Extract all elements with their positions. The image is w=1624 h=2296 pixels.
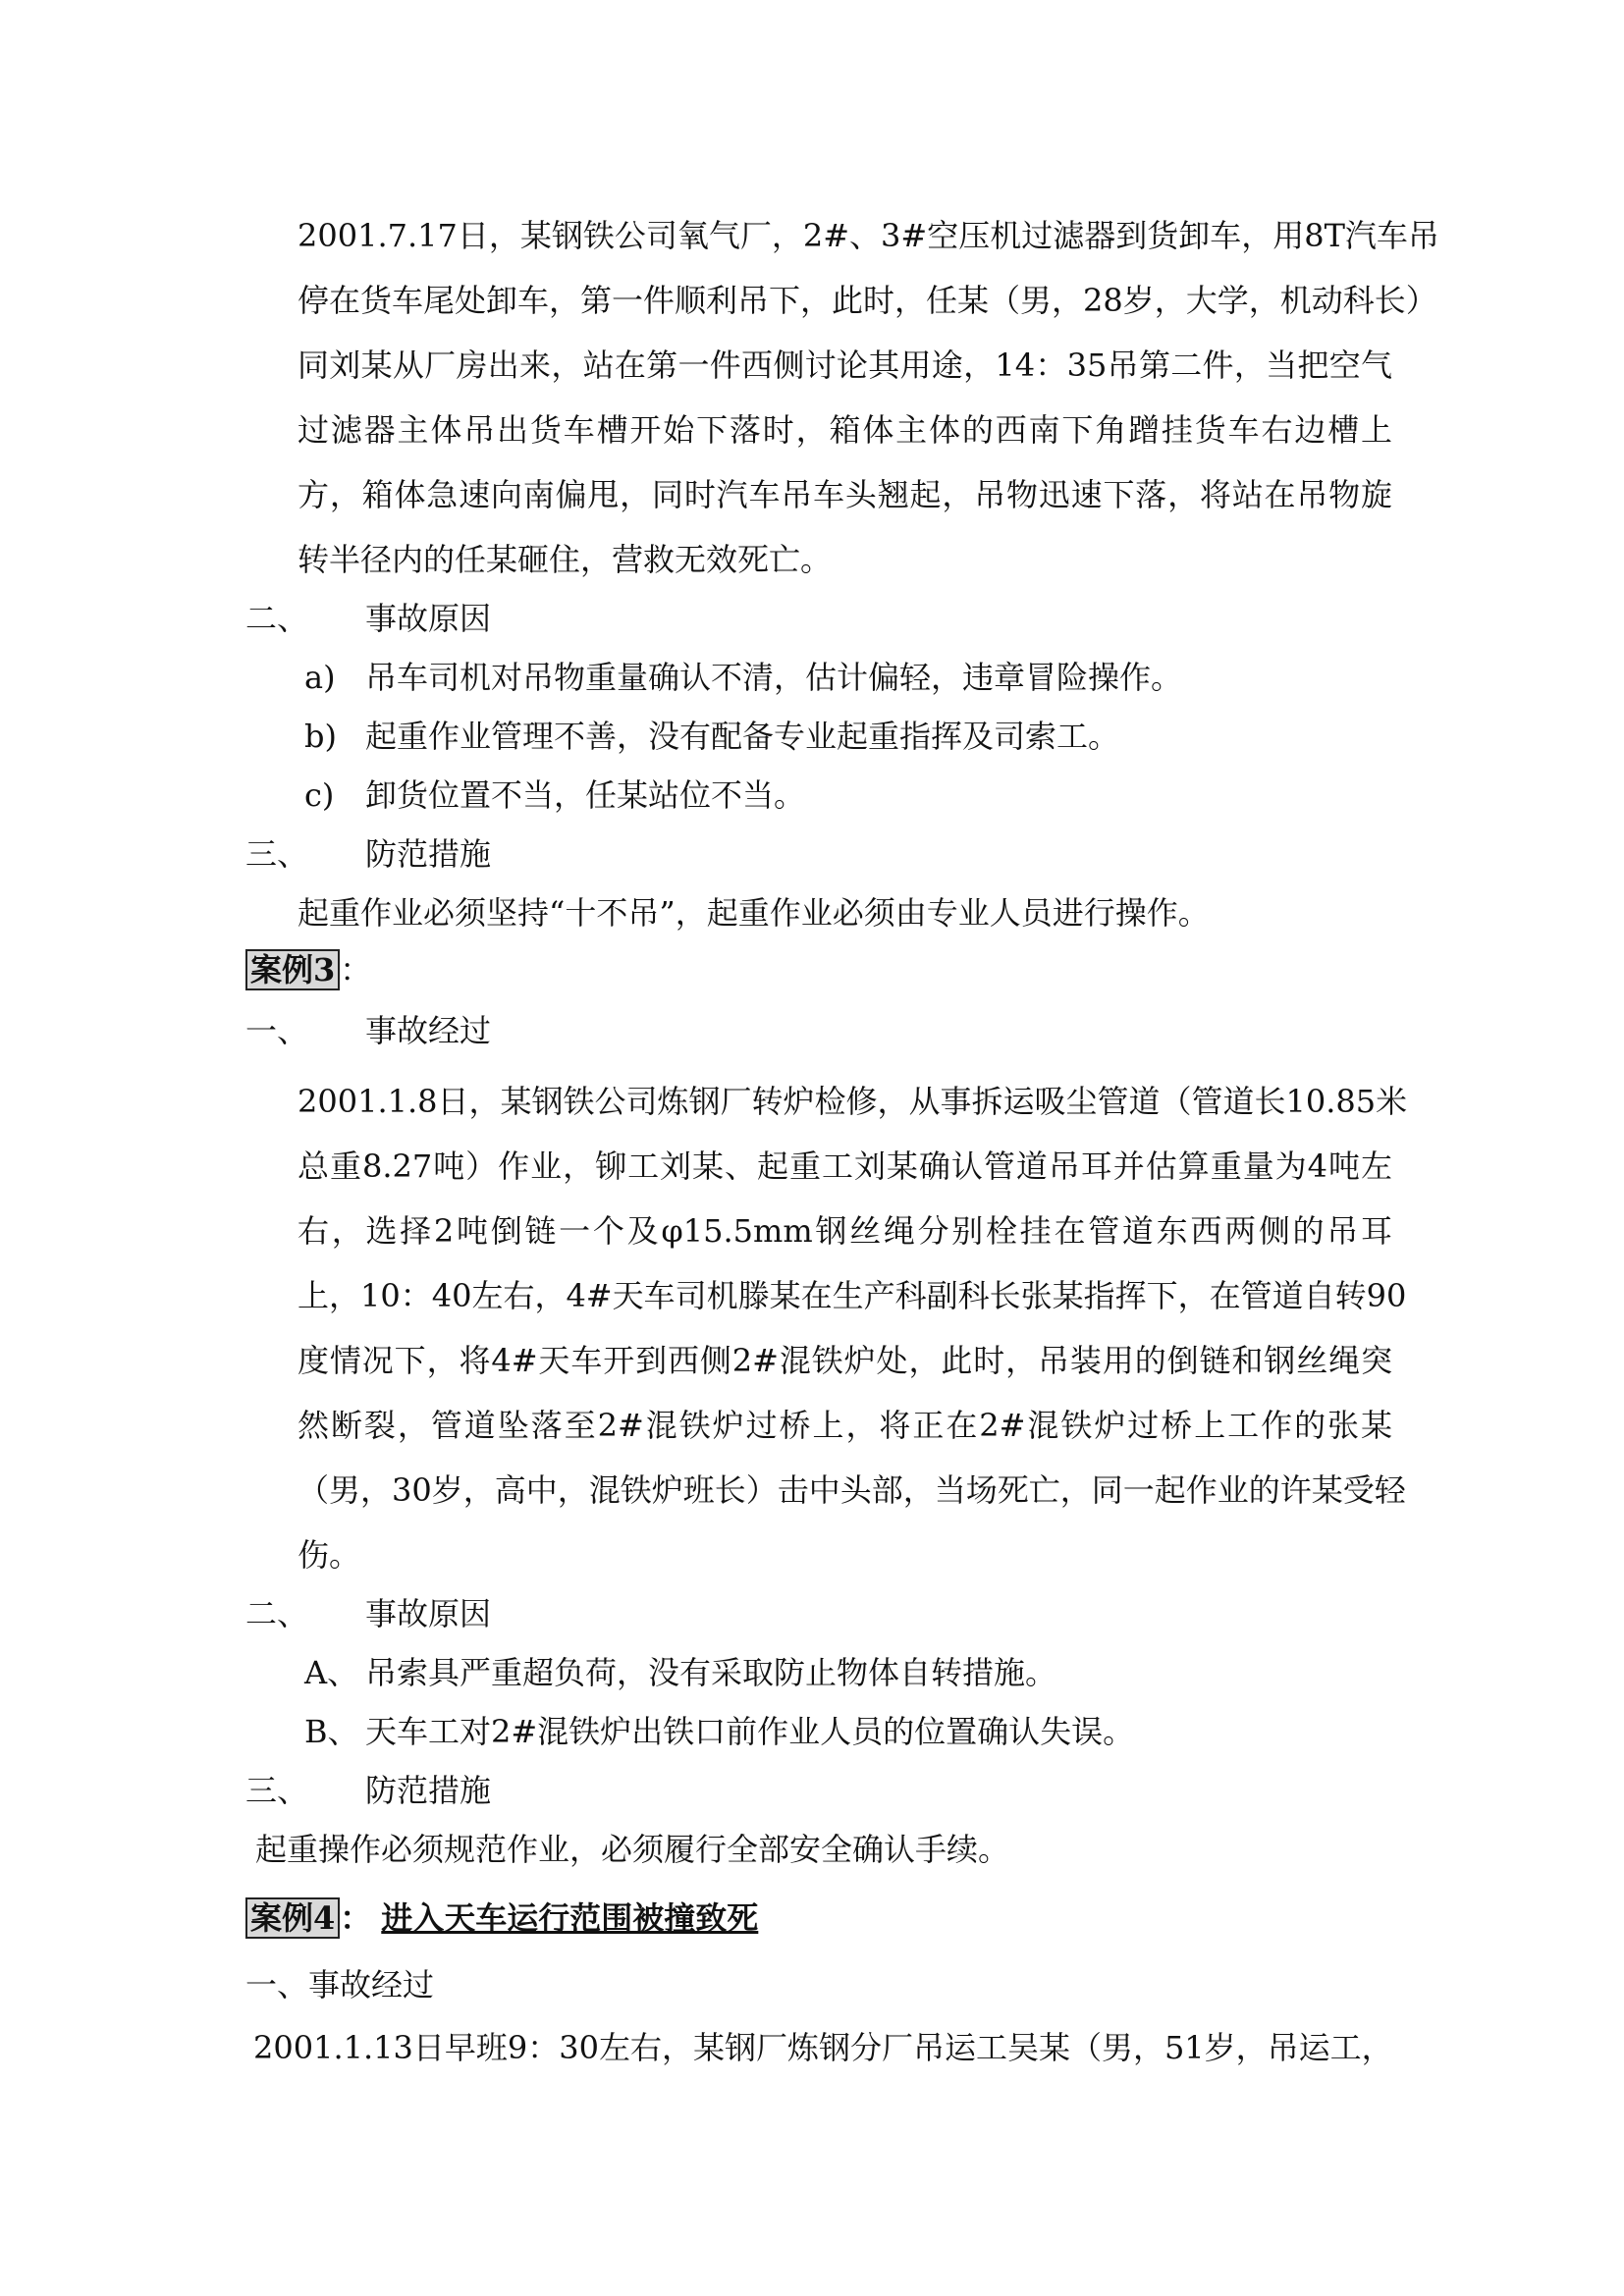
list-item-text: 吊索具严重超负荷，没有采取防止物体自转措施。 xyxy=(365,1654,1057,1691)
paragraph-line: 方，箱体急速向南偏甩，同时汽车吊车头翘起，吊物迅速下落，将站在吊物旋 xyxy=(298,476,1392,513)
paragraph-line: 然断裂，管道坠落至2#混铁炉过桥上，将正在2#混铁炉过桥上工作的张某 xyxy=(298,1407,1392,1444)
heading-number: 三、 xyxy=(245,835,309,873)
case-label: 案例4 xyxy=(245,1897,340,1939)
paragraph-line: 过滤器主体吊出货车槽开始下落时，箱体主体的西南下角蹭挂货车右边槽上 xyxy=(298,411,1392,449)
list-marker: B、 xyxy=(304,1713,359,1750)
case-label-suffix: ： xyxy=(340,1899,372,1937)
paragraph-line: 转半径内的任某砸住，营救无效死亡。 xyxy=(298,541,833,578)
heading-text: 防范措施 xyxy=(365,1772,492,1809)
list-marker: A、 xyxy=(304,1654,359,1691)
case3-measures-text: 起重操作必须规范作业，必须履行全部安全确认手续。 xyxy=(255,1831,1010,1868)
case2-measures-text: 起重作业必须坚持“十不吊”，起重作业必须由专业人员进行操作。 xyxy=(298,894,1210,932)
case3-heading xyxy=(245,948,371,991)
paragraph-line: 伤。 xyxy=(298,1536,361,1574)
heading-text: 防范措施 xyxy=(365,835,492,873)
paragraph-line: 右，选择2吨倒链一个及φ15.5mm钢丝绳分别栓挂在管道东西两侧的吊耳 xyxy=(298,1212,1392,1250)
paragraph-line: 上，10：40左右，4#天车司机滕某在生产科副科长张某指挥下，在管道自转90 xyxy=(298,1277,1407,1314)
case-title: 进入天车运行范围被撞致死 xyxy=(381,1899,759,1937)
heading-number: 三、 xyxy=(245,1772,309,1809)
heading-number: 二、 xyxy=(245,1595,309,1632)
list-item-text: 吊车司机对吊物重量确认不清，估计偏轻，违章冒险操作。 xyxy=(365,659,1183,696)
paragraph-line: 总重8.27吨）作业，铆工刘某、起重工刘某确认管道吊耳并估算重量为4吨左 xyxy=(298,1148,1392,1185)
heading-text: 事故原因 xyxy=(365,600,492,637)
list-item-text: 天车工对2#混铁炉出铁口前作业人员的位置确认失误。 xyxy=(365,1713,1135,1750)
list-marker: b) xyxy=(304,718,337,755)
paragraph-line: 2001.7.17日，某钢铁公司氧气厂，2#、3#空压机过滤器到货卸车，用8T汽车吊 xyxy=(298,217,1439,254)
paragraph-line: 度情况下，将4#天车开到西侧2#混铁炉处，此时，吊装用的倒链和钢丝绳突 xyxy=(298,1342,1392,1379)
case-label: 案例3 xyxy=(245,949,340,990)
case4-heading xyxy=(245,1896,758,1940)
list-marker: a) xyxy=(304,659,336,696)
list-item-text: 卸货位置不当，任某站位不当。 xyxy=(365,776,806,814)
case-label-suffix: ： xyxy=(340,951,372,988)
list-marker: c) xyxy=(304,776,335,814)
heading-text: 事故经过 xyxy=(365,1012,492,1049)
heading-number: 二、 xyxy=(245,600,309,637)
paragraph-line: 停在货车尾处卸车，第一件顺利吊下，此时，任某（男，28岁，大学，机动科长） xyxy=(298,282,1437,319)
heading-text: 事故原因 xyxy=(365,1595,492,1632)
paragraph-line: 同刘某从厂房出来，站在第一件西侧讨论其用途，14：35吊第二件，当把空气 xyxy=(298,347,1392,384)
paragraph-line: （男，30岁，高中，混铁炉班长）击中头部，当场死亡，同一起作业的许某受轻 xyxy=(298,1471,1406,1509)
case4-first-line: 2001.1.13日早班9：30左右，某钢厂炼钢分厂吊运工吴某（男，51岁，吊运工， xyxy=(253,2029,1393,2066)
heading-number: 一、 xyxy=(245,1012,309,1049)
paragraph-line: 2001.1.8日，某钢铁公司炼钢厂转炉检修，从事拆运吸尘管道（管道长10.85米 xyxy=(298,1083,1408,1120)
case4-process-heading: 一、事故经过 xyxy=(245,1966,435,2003)
list-item-text: 起重作业管理不善，没有配备专业起重指挥及司索工。 xyxy=(365,718,1120,755)
